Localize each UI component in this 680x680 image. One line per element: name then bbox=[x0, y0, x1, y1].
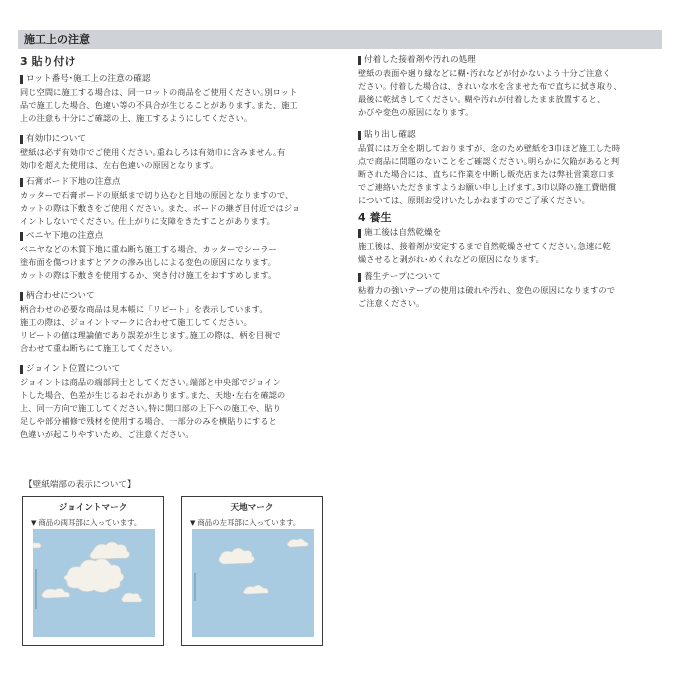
item-heading: 養生テープについて bbox=[364, 272, 441, 282]
wallpaper-sample-image bbox=[192, 529, 314, 637]
item-heading: 付着した接着剤や汚れの処理 bbox=[364, 55, 476, 65]
body-line: カットの際は下敷きをご使用ください｡ また、ボードの継ぎ目付近ではジョ bbox=[20, 203, 301, 213]
body-line: 品で施工した場合、色違い等の不具合が生じることがあります｡また、施工 bbox=[20, 100, 298, 110]
heading-bar-icon bbox=[358, 273, 361, 282]
heading-bar-icon bbox=[20, 232, 23, 241]
body-line: 断された場合には、直ちに作業を中断し販売店または弊社営業窓口ま bbox=[358, 169, 615, 179]
heading-bar-icon bbox=[20, 365, 23, 374]
item-effective-width bbox=[20, 133, 340, 172]
body-line: 施工後は、接着剤が安定するまで自然乾燥させてください｡急速に乾 bbox=[358, 241, 611, 251]
body-line: トした場合、色差が生じるおそれがあります｡また、天地･左右を確認の bbox=[20, 390, 286, 400]
item-lot-check bbox=[20, 73, 340, 125]
body-line: ジョイントは商品の端部同士としてください｡端部と中央部でジョイン bbox=[20, 377, 281, 387]
card-note: 商品の左耳部に入っています。 bbox=[197, 518, 301, 527]
item-heading: 石膏ボード下地の注意点 bbox=[26, 177, 121, 187]
clouds-image bbox=[33, 529, 155, 637]
card-note: 商品の両耳部に入っています。 bbox=[38, 518, 142, 527]
body-line: 燥させると剥がれ･めくれなどの原因になります。 bbox=[358, 254, 544, 264]
item-heading: 有効巾について bbox=[26, 134, 86, 144]
triangle-down-icon: ▼ bbox=[31, 519, 37, 527]
joint-mark-card bbox=[22, 496, 164, 646]
item-heading: ベニヤ下地の注意点 bbox=[26, 231, 104, 241]
left-column bbox=[20, 54, 340, 441]
card-title: 天地マーク bbox=[230, 503, 274, 513]
body-line: ださい｡ 付着した場合は、きれいな水を含ませた布で直ちに拭き取り、 bbox=[358, 81, 622, 91]
body-line: 品質には万全を期しておりますが、念のため壁紙を3巾ほど施工した時 bbox=[358, 143, 621, 153]
heading-bar-icon bbox=[358, 131, 361, 140]
body-line: 柄合わせの必要な商品は見本帳に「リピート」を表示しています。 bbox=[20, 304, 268, 314]
body-line: イントしないでください｡ 仕上がりに支障をきたすことがあります。 bbox=[20, 216, 275, 226]
body-line: 効巾を超えた使用は、左右色違いの原因となります。 bbox=[20, 160, 219, 170]
item-adhesive-stains bbox=[358, 54, 658, 119]
body-line: 上、同一方向で施工してください｡特に開口部の上下への施工や、貼り bbox=[20, 403, 281, 413]
item-natural-dry bbox=[358, 227, 658, 266]
section-title-yojo: 4 養生 bbox=[358, 211, 392, 224]
body-line: については、原則お受けいたしかねますのでご了承ください。 bbox=[358, 195, 590, 205]
body-line: ベニヤなどの木質下地に重ね断ち施工する場合、カッターでシーラー bbox=[20, 244, 277, 254]
heading-bar-icon bbox=[20, 178, 23, 187]
body-line: 壁紙の表面や廻り縁などに糊･汚れなどが付かないよう十分ご注意く bbox=[358, 68, 611, 78]
heading-bar-icon bbox=[358, 56, 361, 65]
body-line: 同じ空間に施工する場合は、同一ロットの商品をご使用ください｡別ロット bbox=[20, 87, 298, 97]
item-joint-position bbox=[20, 363, 340, 441]
body-line: 合わせて重ね断ちにて施工してください。 bbox=[20, 343, 178, 353]
body-line: カッターで石膏ボードの原紙まで切り込むと目地の原因となりますので、 bbox=[20, 190, 294, 200]
body-line: ご注意ください。 bbox=[358, 298, 425, 308]
body-line: 塗布面を傷つけますとアクの滲み出しによる変色の原因になります。 bbox=[20, 257, 277, 267]
body-line: 上の注意も十分にご確認の上、施工するようにしてください。 bbox=[20, 113, 253, 123]
body-line: でご連絡いただきますようお願い申し上げます｡3巾以降の施工費賠償 bbox=[358, 182, 617, 192]
item-heading: 貼り出し確認 bbox=[364, 130, 416, 140]
item-gypsum-board bbox=[20, 176, 340, 228]
body-line: 足しや部分補修で残材を使用する場合、一部分のみを横貼りにすると bbox=[20, 416, 277, 426]
body-line: 最後に乾拭きしてください｡ 糊や汚れが付着したまま放置すると、 bbox=[358, 94, 606, 104]
card-title: ジョイントマーク bbox=[58, 503, 128, 513]
heading-bar-icon bbox=[20, 135, 23, 144]
body-line: 点で商品に問題のないことをご確認ください｡明らかに欠陥があると判 bbox=[358, 156, 620, 166]
heading-bar-icon bbox=[358, 229, 361, 238]
display-section-title: 【壁紙端部の表示について】 bbox=[24, 480, 136, 490]
body-line: カットの際は下敷きを使用するか、突き付け施工をおすすめします。 bbox=[20, 270, 277, 280]
body-line: 施工の際は、ジョイントマークに合わせて施工してください。 bbox=[20, 317, 252, 327]
item-heading: ジョイント位置について bbox=[26, 364, 121, 374]
item-plywood bbox=[20, 230, 340, 282]
item-pattern-match bbox=[20, 290, 340, 355]
item-heading: 柄合わせについて bbox=[26, 291, 95, 301]
right-column bbox=[358, 54, 658, 310]
clouds-image bbox=[192, 529, 314, 637]
heading-bar-icon bbox=[20, 292, 23, 301]
page-header: 施工上の注意 bbox=[18, 30, 662, 49]
body-line: 色違いが起こりやすいため、ご注意ください。 bbox=[20, 429, 194, 439]
body-line: リピートの値は理論値であり誤差が生じます｡施工の際は、柄を目視で bbox=[20, 330, 281, 340]
wallpaper-sample-image bbox=[33, 529, 155, 637]
section-title-hari: 3 貼り付け bbox=[20, 55, 76, 68]
item-curing-tape bbox=[358, 271, 658, 310]
top-bottom-mark-card bbox=[181, 496, 323, 646]
body-line: かびや変色の原因になります。 bbox=[358, 107, 474, 117]
body-line: 粘着力の強いテープの使用は破れや汚れ、変色の原因になりますので bbox=[358, 285, 615, 295]
triangle-down-icon: ▼ bbox=[190, 519, 196, 527]
item-trial-check bbox=[358, 129, 658, 207]
body-line: 壁紙は必ず有効巾でご使用ください｡重ねしろは有効巾に含みません｡有 bbox=[20, 147, 286, 157]
item-heading: 施工後は自然乾燥を bbox=[364, 228, 442, 238]
item-heading: ロット番号･施工上の注意の確認 bbox=[26, 74, 151, 84]
heading-bar-icon bbox=[20, 75, 23, 84]
